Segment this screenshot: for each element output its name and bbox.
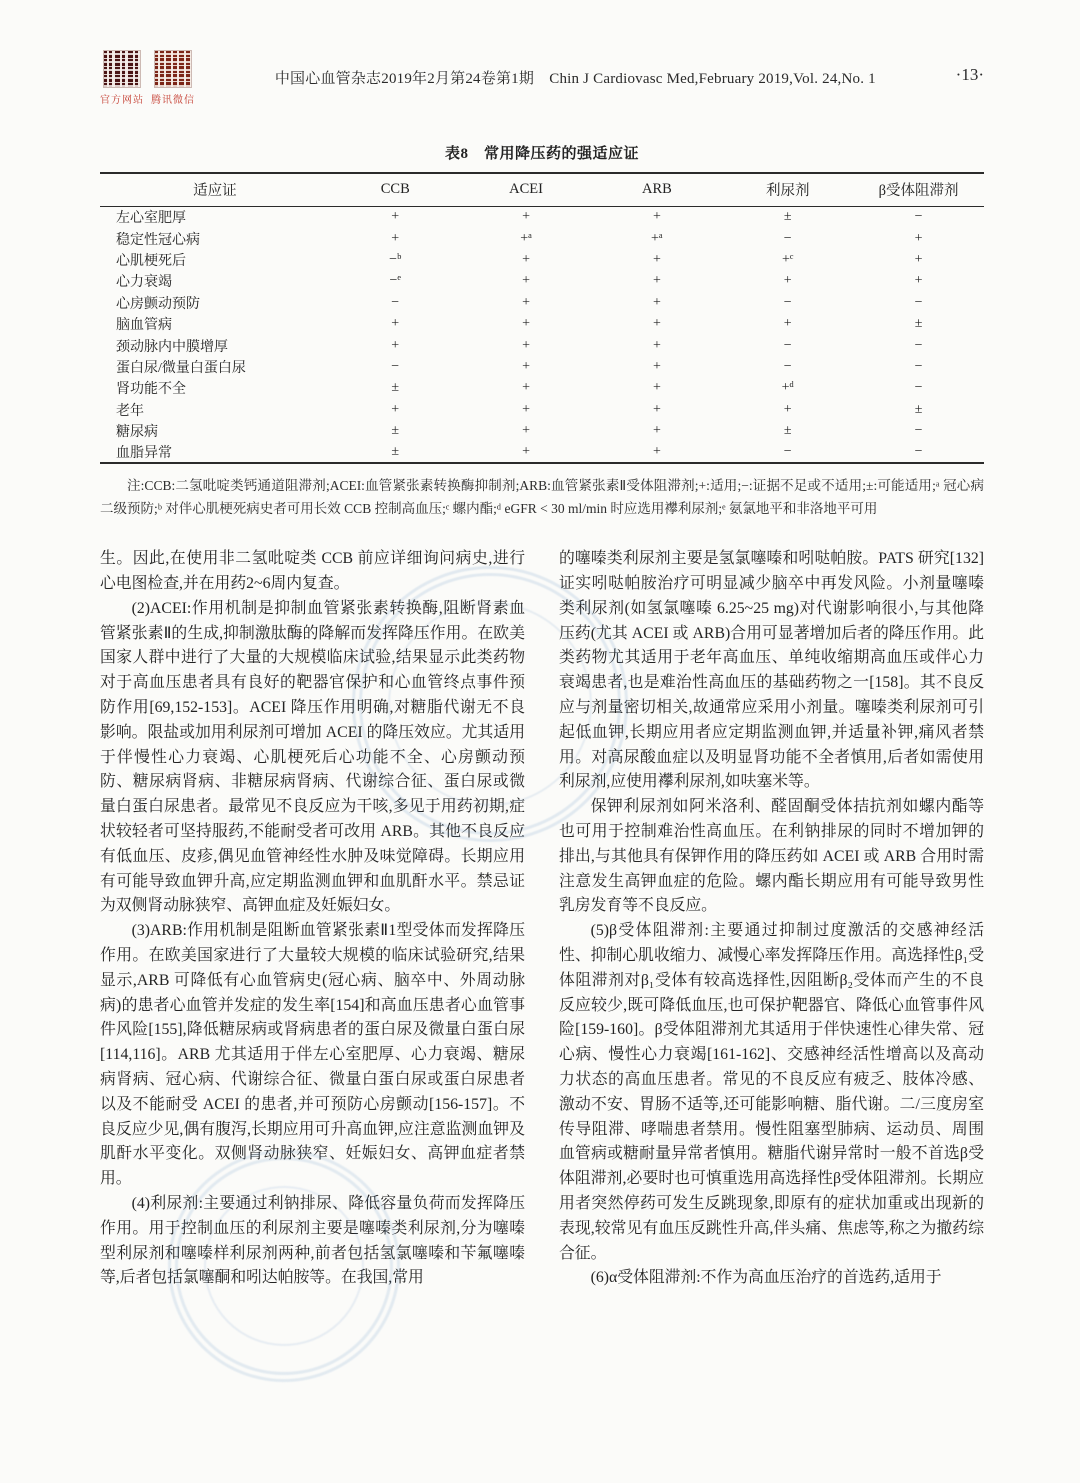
- value-cell: +: [522, 316, 531, 332]
- table-row: [100, 249, 984, 270]
- qr-code-website-icon: [103, 50, 141, 88]
- value-cell: +: [652, 380, 661, 396]
- value-cell: +: [783, 316, 792, 332]
- value-cell: +ᶜ: [781, 251, 794, 267]
- value-cell: −: [783, 337, 792, 353]
- table-row: [100, 228, 984, 249]
- value-cell: ±: [914, 316, 923, 332]
- paragraph: (4)利尿剂:主要通过利钠排尿、降低容量负荷而发挥降压作用。用于控制血压的利尿剂主要是噻嗪类利尿剂,分为噻嗪型利尿剂和噻嗪样利尿剂两种,前者包括氢氯噻嗪和苄氟噻嗪等,后者包括氯噻酮和吲达帕胺等。在我国,常用: [100, 1194, 525, 1287]
- indication-cell: 稳定性冠心病: [116, 232, 200, 248]
- value-cell: −: [391, 358, 400, 374]
- value-cell: +: [652, 273, 661, 289]
- value-cell: −: [914, 294, 923, 310]
- value-cell: +: [522, 251, 531, 267]
- left-column-paragraphs: [100, 547, 525, 1291]
- indication-cell: 血脂异常: [116, 445, 172, 461]
- value-cell: +: [391, 316, 400, 332]
- value-cell: ±: [391, 423, 400, 439]
- qr-website-label: 官方网站: [100, 95, 144, 106]
- column-header: ACEI: [509, 181, 543, 197]
- column-header: β受体阻滞剂: [878, 183, 959, 199]
- value-cell: −: [391, 294, 400, 310]
- value-cell: +: [652, 401, 661, 417]
- indication-cell: 脑血管病: [116, 318, 172, 334]
- article-body: [100, 547, 984, 1291]
- indication-cell: 蛋白尿/微量白蛋白尿: [116, 360, 246, 376]
- table-row: [100, 399, 984, 420]
- value-cell: +: [391, 209, 400, 225]
- value-cell: +: [652, 316, 661, 332]
- indication-cell: 老年: [116, 403, 144, 419]
- value-cell: −ᵇ: [389, 251, 402, 267]
- qr-wechat-label: 腾讯微信: [151, 95, 195, 106]
- indication-cell: 心房颤动预防: [116, 296, 200, 312]
- table-body: [100, 207, 984, 464]
- value-cell: +: [914, 273, 923, 289]
- value-cell: +: [391, 401, 400, 417]
- indication-cell: 左心室肥厚: [116, 211, 186, 227]
- value-cell: +: [522, 443, 531, 459]
- indications-table: [100, 172, 984, 464]
- indication-cell: 肾功能不全: [116, 382, 186, 398]
- column-header: 适应证: [193, 183, 237, 199]
- value-cell: −: [783, 294, 792, 310]
- paragraph: 的噻嗪类利尿剂主要是氢氯噻嗪和吲哒帕胺。PATS 研究[132]证实吲哒帕胺治疗可明显减少脑卒中再发风险。小剂量噻嗪类利尿剂(如氢氯噻嗪 6.25~25 mg)对代谢影响很小,与其他降压药(尤其 ACEI 或 ARB)合用可显著增加后者的降压作用。此类药物尤其适用于老年高血压、单纯收缩期高血压或伴心力衰竭患者,也是难治性高血压的基础药物之一[158]。其不良反应与剂量密切相关,故通常应采用小剂量。噻嗪类利尿剂可引起低血钾,长期应用者应定期监测血钾,并适量补钾,痛风者禁用。对高尿酸血症以及明显肾功能不全者慎用,后者如需使用利尿剂,应使用襻利尿剂,如呋塞米等。: [559, 550, 984, 791]
- value-cell: +: [914, 230, 923, 246]
- column-header: 利尿剂: [765, 183, 810, 199]
- indication-cell: 心肌梗死后: [116, 253, 186, 269]
- value-cell: +: [522, 380, 531, 396]
- value-cell: +: [783, 273, 792, 289]
- paragraph: (2)ACEI:作用机制是抑制血管紧张素转换酶,阻断肾素血管紧张素Ⅱ的生成,抑制激肽酶的降解而发挥降压作用。在欧美国家人群中进行了大量的大规模临床试验,结果显示此类药物对于高血压患者具有良好的靶器官保护和心血管终点事件预防作用[69,152-153]。ACEI 降压作用明确,对糖脂代谢无不良影响。限盐或加用利尿剂可增加 ACEI 的降压效应。尤其适用于伴慢性心力衰竭、心肌梗死后心功能不全、心房颤动预防、糖尿病肾病、非糖尿病肾病、代谢综合征、蛋白尿或微量白蛋白尿患者。最常见不良反应为干咳,多见于用药初期,症状较轻者可坚持服药,不能耐受者可改用 ARB。其他不良反应有低血压、皮疹,偶见血管神经性水肿及味觉障碍。长期应用有可能导致血钾升高,应定期监测血钾和血肌酐水平。禁忌证为双侧肾动脉狭窄、高钾血症及妊娠妇女。: [100, 599, 525, 915]
- value-cell: +: [522, 337, 531, 353]
- value-cell: −: [914, 209, 923, 225]
- indications-table-section: [100, 142, 984, 520]
- value-cell: +: [652, 294, 661, 310]
- value-cell: −ᵉ: [389, 273, 401, 289]
- value-cell: −: [783, 230, 792, 246]
- value-cell: +: [391, 337, 400, 353]
- value-cell: ±: [783, 209, 792, 225]
- value-cell: −: [783, 443, 792, 459]
- value-cell: +: [522, 401, 531, 417]
- value-cell: −: [914, 423, 923, 439]
- table-row: [100, 271, 984, 292]
- table-row: [100, 442, 984, 463]
- value-cell: −: [914, 443, 923, 459]
- value-cell: +: [522, 294, 531, 310]
- value-cell: +: [522, 358, 531, 374]
- qr-code-wechat-icon: [154, 50, 192, 88]
- page-number: ·13·: [955, 65, 984, 84]
- paragraph: 生。因此,在使用非二氢吡啶类 CCB 前应详细询问病史,进行心电图检查,并在用药2~6周内复查。: [100, 550, 525, 592]
- column-header: ARB: [641, 181, 672, 197]
- value-cell: +: [652, 358, 661, 374]
- table-row: [100, 292, 984, 313]
- value-cell: +: [783, 401, 792, 417]
- value-cell: +ᵈ: [781, 380, 794, 396]
- value-cell: −: [914, 358, 923, 374]
- value-cell: −: [914, 380, 923, 396]
- value-cell: ±: [391, 380, 400, 396]
- value-cell: +: [914, 251, 923, 267]
- value-cell: +: [652, 251, 661, 267]
- qr-block-wechat: [151, 50, 195, 106]
- value-cell: +: [652, 337, 661, 353]
- table-row: [100, 356, 984, 377]
- value-cell: +ᵃ: [651, 230, 663, 246]
- table-note: 注:CCB:二氢吡啶类钙通道阻滞剂;ACEI:血管紧张素转换酶抑制剂;ARB:血管紧张素Ⅱ受体阻滞剂;+:适用;−:证据不足或不适用;±:可能适用;ᵃ 冠心病二级预防;ᵇ 对伴心肌梗死病史者可用长效 CCB 控制高血压;ᶜ 螺内酯;ᵈ eGFR < 30 ml/min 时应选用襻利尿剂;ᵉ 氨氯地平和非洛地平可用: [100, 478, 984, 516]
- column-header: CCB: [380, 181, 410, 197]
- qr-block-website: [100, 50, 144, 106]
- journal-title-line: 中国心血管杂志2019年2月第24卷第1期 Chin J Cardiovasc Med,February 2019,Vol. 24,No. 1: [274, 71, 876, 87]
- paragraph: (3)ARB:作用机制是阻断血管紧张素Ⅱ1型受体而发挥降压作用。在欧美国家进行了大量较大规模的临床试验研究,结果显示,ARB 可降低有心血管病史(冠心病、脑卒中、外周动脉病)的患者心血管并发症的发生率[154]和高血压患者心血管事件风险[155],降低糖尿病或肾病患者的蛋白尿及微量白蛋白尿[114,116]。ARB 尤其适用于伴左心室肥厚、心力衰竭、糖尿病肾病、冠心病、代谢综合征、微量白蛋白尿或蛋白尿患者以及不能耐受 ACEI 的患者,并可预防心房颤动[156-157]。不良反应少见,偶有腹泻,长期应用可升高血钾,应注意监测血钾及肌酐水平变化。双侧肾动脉狭窄、妊娠妇女、高钾血症者禁用。: [100, 922, 525, 1188]
- table-row: [100, 420, 984, 441]
- paragraph: 保钾利尿剂如阿米洛利、醛固酮受体拮抗剂如螺内酯等也可用于控制难治性高血压。在利钠排尿的同时不增加钾的排出,与其他具有保钾作用的降压药如 ACEI 或 ARB 合用时需注意发生高钾血症的危险。螺内酯长期应用有可能导致男性乳房发育等不良反应。: [559, 798, 984, 915]
- value-cell: ±: [914, 401, 923, 417]
- value-cell: +: [522, 209, 531, 225]
- value-cell: ±: [783, 423, 792, 439]
- table-row: [100, 335, 984, 356]
- value-cell: −: [783, 358, 792, 374]
- paragraph: (6)α受体阻滞剂:不作为高血压治疗的首选药,适用于: [590, 1269, 942, 1287]
- value-cell: +: [652, 443, 661, 459]
- value-cell: +: [652, 209, 661, 225]
- value-cell: +: [522, 273, 531, 289]
- indication-cell: 颈动脉内中膜增厚: [116, 339, 228, 355]
- table-row: [100, 207, 984, 228]
- paragraph: (5)β受体阻滞剂:主要通过抑制过度激活的交感神经活性、抑制心肌收缩力、减慢心率发挥降压作用。高选择性β₁受体阻滞剂对β₁受体有较高选择性,因阻断β₂受体而产生的不良反应较少,既可降低血压,也可保护靶器官、降低心血管事件风险[159-160]。β受体阻滞剂尤其适用于伴快速性心律失常、冠心病、慢性心力衰竭[161-162]、交感神经活性增高以及高动力状态的高血压患者。常见的不良反应有疲乏、肢体冷感、激动不安、胃肠不适等,还可能影响糖、脂代谢。二/三度房室传导阻滞、哮喘患者禁用。慢性阻塞型肺病、运动员、周围血管病或糖耐量异常者慎用。糖脂代谢异常时一般不首选β受体阻滞剂,必要时也可慎重选用高选择性β受体阻滞剂。长期应用者突然停药可发生反跳现象,即原有的症状加重或出现新的表现,较常见有血压反跳性升高,伴头痛、焦虑等,称之为撤药综合征。: [559, 922, 984, 1262]
- table-row: [100, 313, 984, 334]
- table-header-row: [100, 173, 984, 207]
- table-row: [100, 378, 984, 399]
- page-header: [100, 50, 984, 106]
- right-column-paragraphs: [559, 547, 984, 1291]
- table-caption: 表8 常用降压药的强适应证: [444, 146, 639, 162]
- value-cell: +: [652, 423, 661, 439]
- indication-cell: 心力衰竭: [116, 275, 172, 291]
- value-cell: +: [391, 230, 400, 246]
- value-cell: +ᵃ: [520, 230, 532, 246]
- indication-cell: 糖尿病: [116, 425, 158, 441]
- value-cell: +: [522, 423, 531, 439]
- qr-code-group: [100, 50, 195, 106]
- value-cell: ±: [391, 443, 400, 459]
- value-cell: −: [914, 337, 923, 353]
